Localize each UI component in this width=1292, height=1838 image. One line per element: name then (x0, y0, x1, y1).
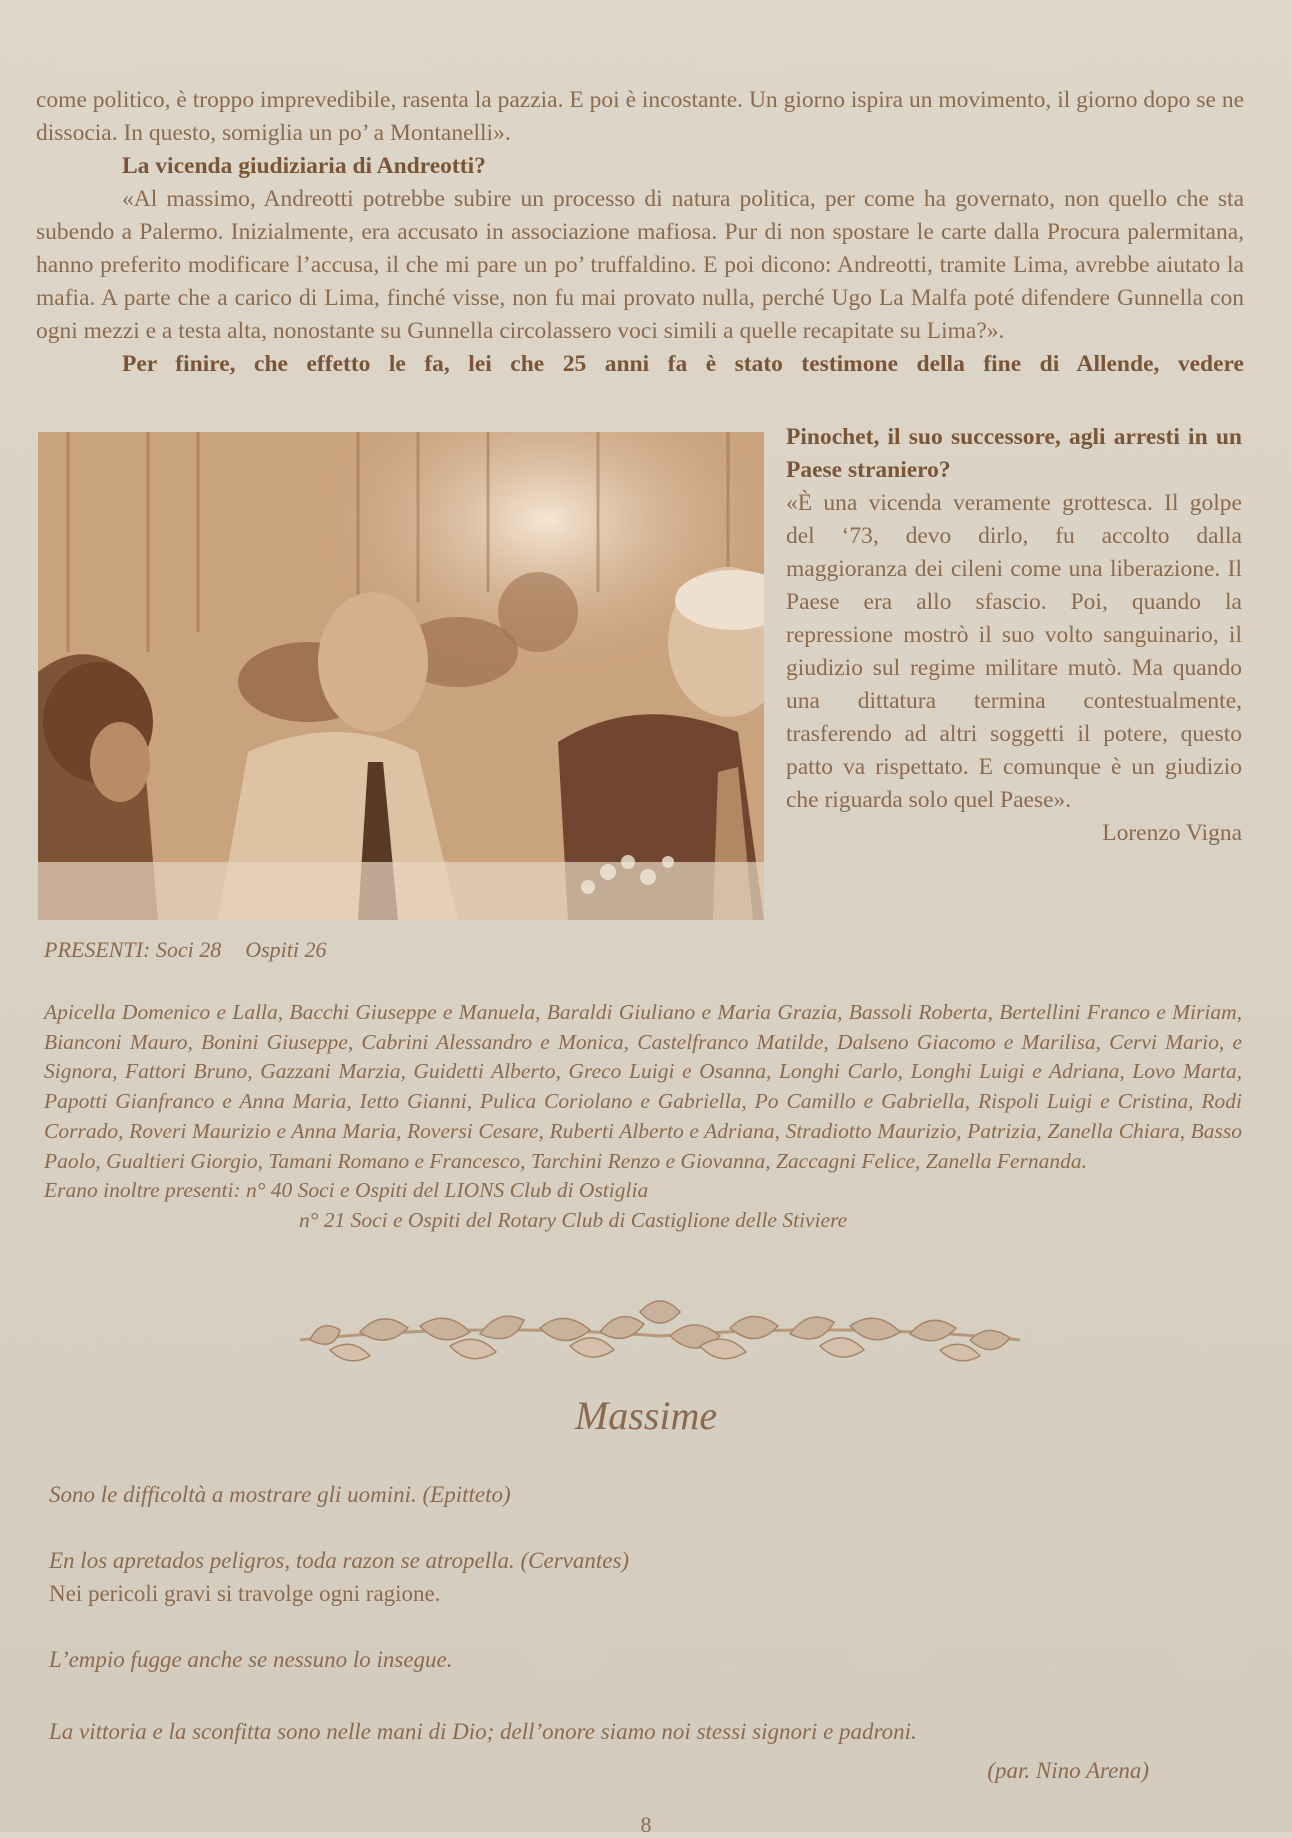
event-photo (38, 432, 764, 920)
maxim-epitteto: Sono le difficoltà a mostrare gli uomini. (Epitteto) (49, 1482, 511, 1507)
maxim-vittoria: La vittoria e la sconfitta sono nelle mani di Dio; dell’onore siamo noi stessi signori e padroni. (49, 1719, 917, 1744)
article-right-column (786, 421, 1242, 850)
extra-attendees-rotary: n° 21 Soci e Ospiti del Rotary Club di Castiglione delle Stiviere (299, 1207, 848, 1232)
massime-heading: Massime (574, 1393, 718, 1438)
attendee-names: Apicella Domenico e Lalla, Bacchi Giuseppe e Manuela, Baraldi Giuliano e Maria Grazia, Bassoli Roberta, Bertellini Franco e Miriam, Bianconi Mauro, Bonini Giuseppe, Cabrini Alessandro e Monica, Castelfranco Matilde, Dalseno Giacomo e Marilisa, Cervi Mario, e Signora, Fattori Bruno, Gazzani Marzia, Guidetti Alberto, Greco Luigi e Osanna, Longhi Carlo, Longhi Luigi e Adriana, Lovo Marta, Papotti Gianfranco e Anna Maria, Ietto Gianni, Pulica Coriolano e Gabriella, Po Camillo e Gabriella, Rispoli Luigi e Cristina, Rodi Corrado, Roveri Maurizio e Anna Maria, Roversi Cesare, Ruberti Alberto e Adriana, Stradiotto Maurizio, Patrizia, Zanella Chiara, Basso Paolo, Gualtieri Giorgio, Tamani Romano e Francesco, Tarchini Renzo e Giovanna, Zaccagni Felice, Zanella Fernanda. (44, 1000, 1242, 1173)
question-pinochet-part2: Pinochet, il suo successore, agli arresti in un Paese straniero? (786, 424, 1242, 483)
page-number: 8 (640, 1812, 652, 1837)
maxim-cervantes-translation: Nei pericoli gravi si travolge ogni ragione. (49, 1581, 441, 1606)
massime-list (49, 1478, 1229, 1787)
article-text-top (36, 84, 1244, 381)
photo-dinner-scene (38, 432, 764, 920)
guests-count: Ospiti 26 (245, 937, 327, 962)
maxim-cervantes: En los apretados peligros, toda razon se atropella. (Cervantes) (49, 1548, 630, 1573)
leaf-garland-ornament (290, 1292, 1030, 1378)
article-paragraph-3: «È una vicenda veramente grottesca. Il golpe del ‘73, devo dirlo, fu accolto dalla maggioranza dei cileni come una liberazione. Il Paese era allo sfascio. Poi, quando la repressione mostrò il suo volto sanguinario, il giudizio sul regime militare mutò. Ma quando una dittatura termina contestualmente, trasferendo ad altri soggetti il potere, questo patto va rispettato. E comunque è un giudizio che riguarda solo quel Paese». (786, 490, 1242, 813)
attendee-list (44, 998, 1242, 1236)
article-paragraph-2: «Al massimo, Andreotti potrebbe subire un processo di natura politica, per come ha governato, non quello che sta subendo a Palermo. Inizialmente, era accusato in associazione mafiosa. Pur di non spostare le carte dalla Procura palermitana, hanno preferito modificare l’accusa, il che mi pare un po’ truffaldino. E poi dicono: Andreotti, tramite Lima, avrebbe aiutato la mafia. A parte che a carico di Lima, finché visse, non fu mai provato nulla, perché Ugo La Malfa poté difendere Gunnella con ogni mezzi e a testa alta, nonostante su Gunnella circolassero voci simili a quelle recapitate su Lima?». (36, 186, 1244, 344)
article-paragraph-1: come politico, è troppo imprevedibile, rasenta la pazzia. E poi è incostante. Un giorno ispira un movimento, il giorno dopo se ne dissocia. In questo, somiglia un po’ a Montanelli». (36, 87, 1244, 146)
question-pinochet-part1: Per finire, che effetto le fa, lei che 25 anni fa è stato testimone della fine di Allende, vedere (122, 351, 1244, 377)
author-signature: Lorenzo Vigna (1102, 820, 1242, 846)
question-andreotti: La vicenda giudiziaria di Andreotti? (122, 153, 486, 179)
maxim-credit: (par. Nino Arena) (987, 1758, 1149, 1783)
attendance-count (44, 937, 327, 963)
members-count: PRESENTI: Soci 28 (44, 937, 222, 962)
maxim-empio: L’empio fugge anche se nessuno lo insegue. (49, 1647, 453, 1672)
extra-attendees-lions: Erano inoltre presenti: n° 40 Soci e Ospiti del LIONS Club di Ostiglia (44, 1178, 649, 1203)
